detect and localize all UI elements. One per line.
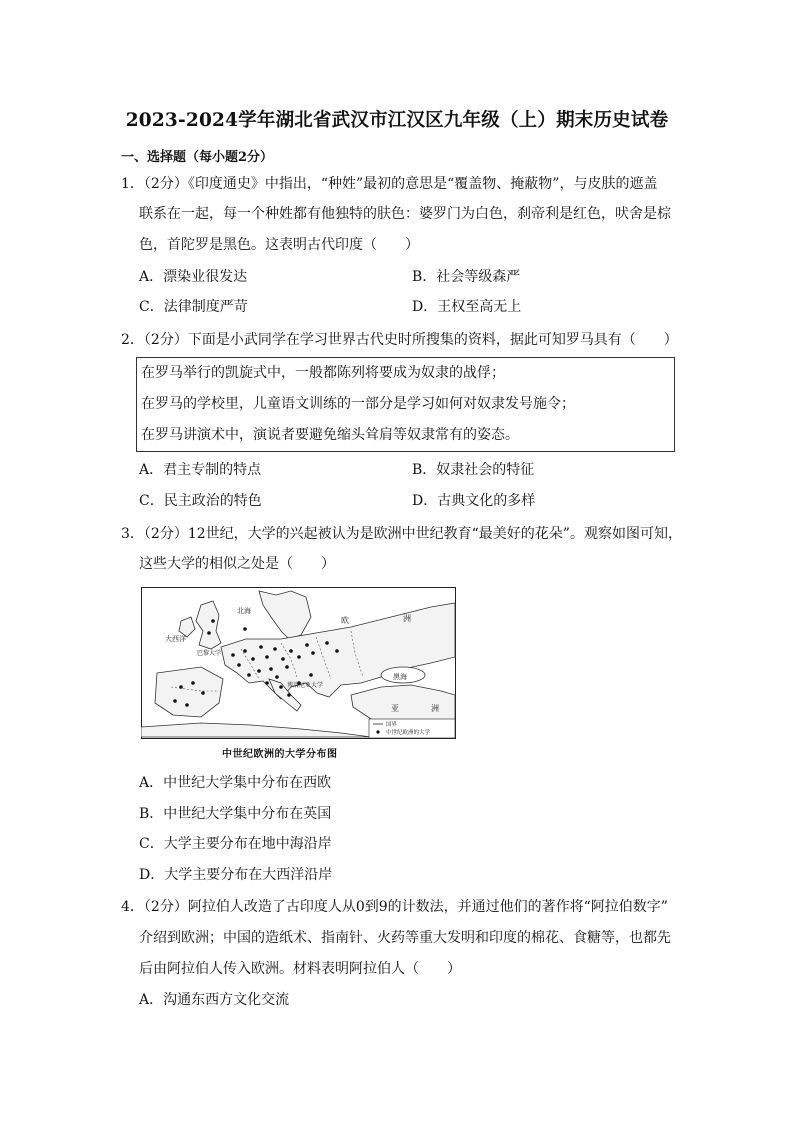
q2-material-line-2: 在罗马的学校里，儿童语文训练的一部分是学习如何对奴隶发号施令； <box>141 396 575 412</box>
q4-line-1: 4．（2分）阿拉伯人改造了古印度人从0到9的计数法，并通过他们的著作将“阿拉伯数字” <box>121 899 668 915</box>
q3-option-a[interactable]: A．中世纪大学集中分布在西欧 <box>139 775 332 791</box>
q1-option-a[interactable]: A．漂染业很发达 <box>139 269 248 285</box>
q4-line-3: 后由阿拉伯人传入欧洲。材料表明阿拉伯人（ ） <box>139 961 461 977</box>
map-label-ya: 亚 <box>391 704 399 713</box>
q2-option-c[interactable]: C．民主政治的特色 <box>139 493 262 509</box>
q1-option-b[interactable]: B．社会等级森严 <box>412 269 521 285</box>
q4-line-2: 介绍到欧洲；中国的造纸术、指南针、火药等重大发明和印度的棉花、食糖等，也都先 <box>139 930 671 946</box>
section-heading: 一、选择题（每小题2分） <box>121 150 274 165</box>
map-label-zhou-2: 洲 <box>431 704 439 713</box>
q2-option-d[interactable]: D．古典文化的多样 <box>412 493 536 509</box>
map-label-bologna: 博洛尼亚大学 <box>287 682 324 689</box>
q2-line-1: 2．（2分）下面是小武同学在学习世界古代史时所搜集的资料，据此可知罗马具有（ ） <box>121 332 678 348</box>
legend-university: 中世纪欧洲的大学 <box>386 730 431 736</box>
medieval-universities-map <box>141 587 456 739</box>
map-figure <box>141 587 456 739</box>
map-label-zhou-1: 洲 <box>403 614 411 623</box>
q2-material-line-3: 在罗马讲演术中，演说者要避免缩头耸肩等奴隶常有的姿态。 <box>141 427 519 443</box>
page-title: 2023-2024学年湖北省武汉市江汉区九年级（上）期末历史试卷 <box>125 110 669 131</box>
map-label-atlantic: 大西洋 <box>165 635 186 643</box>
map-label-paris: 巴黎大学 <box>197 650 222 657</box>
map-label-north-sea: 北海 <box>237 607 251 615</box>
map-legend <box>369 719 455 738</box>
q2-material-box <box>136 357 675 452</box>
q3-line-2: 这些大学的相似之处是（ ） <box>139 556 335 572</box>
map-label-ou: 欧 <box>341 616 349 625</box>
q1-option-d[interactable]: D．王权至高无上 <box>412 299 522 315</box>
q1-line-1: 1．（2分）《印度通史》中指出，“种姓”最初的意思是“覆盖物、掩蔽物”，与皮肤的遮盖 <box>121 176 658 192</box>
q4-option-a[interactable]: A．沟通东西方文化交流 <box>139 992 290 1008</box>
map-label-black-sea: 黑海 <box>393 673 407 681</box>
q3-option-d[interactable]: D．大学主要分布在大西洋沿岸 <box>139 867 333 883</box>
q1-option-c[interactable]: C．法律制度严苛 <box>139 299 248 315</box>
map-caption: 中世纪欧洲的大学分布图 <box>222 749 338 760</box>
q2-option-a[interactable]: A．君主专制的特点 <box>139 462 262 478</box>
q1-line-2: 联系在一起，每一个种姓都有他独特的肤色：婆罗门为白色，刹帝利是红色，吠舍是棕 <box>139 206 671 222</box>
q2-option-b[interactable]: B．奴隶社会的特征 <box>412 462 535 478</box>
legend-border: 国界 <box>386 722 398 728</box>
q3-option-b[interactable]: B．中世纪大学集中分布在英国 <box>139 806 332 822</box>
q2-material-line-1: 在罗马举行的凯旋式中，一般都陈列将要成为奴隶的战俘； <box>141 365 505 381</box>
q3-line-1: 3．（2分）12世纪，大学的兴起被认为是欧洲中世纪教育“最美好的花朵”。观察如图可知， <box>121 526 682 542</box>
q1-line-3: 色，首陀罗是黑色。这表明古代印度（ ） <box>139 237 419 253</box>
q3-option-c[interactable]: C．大学主要分布在地中海沿岸 <box>139 836 332 852</box>
